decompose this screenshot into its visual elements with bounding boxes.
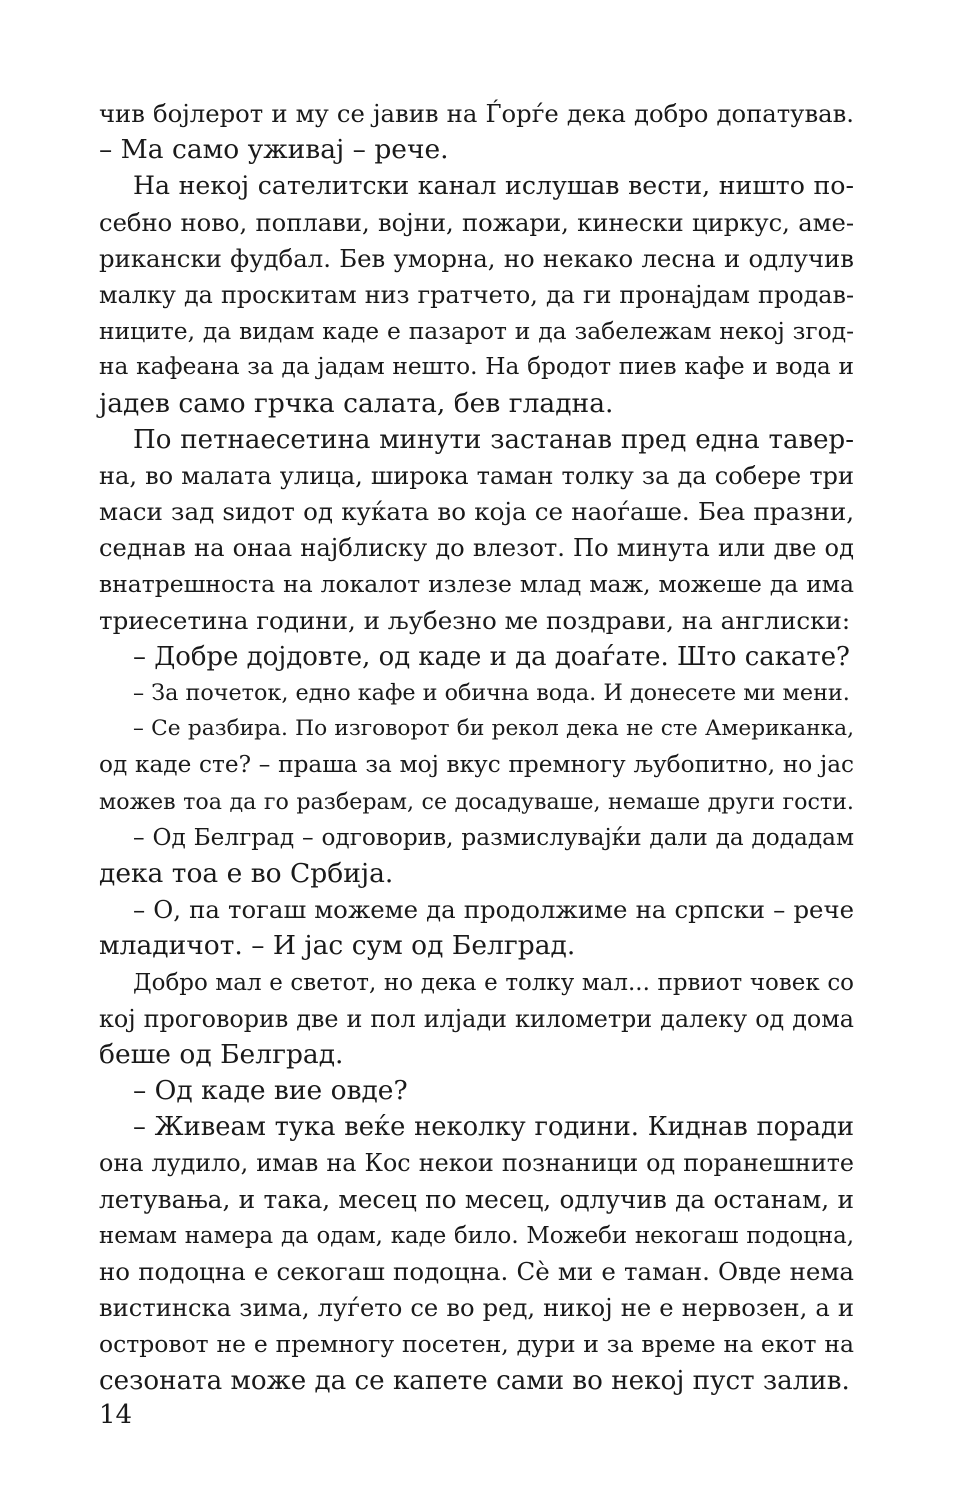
text-line-8: на кафеана за да јадам нешто. На бродот пиев кафе и вода и	[99, 353, 854, 381]
text-line-29: – Живеам тука веќе неколку години. Киднав поради	[133, 1112, 854, 1143]
text-line-5: рикански фудбал. Бев уморна, но некако лесна и одлучив	[99, 243, 854, 273]
text-line-11: на, во малата улица, широка таман толку за да собере три	[99, 461, 854, 490]
page-number: 14	[99, 1400, 133, 1430]
text-line-21: – Од Белград – одговорив, размислувајќи дали да додадам	[133, 823, 854, 851]
text-line-12: маси зад ѕидот од куќата во која се наоѓаше. Беа празни,	[99, 497, 854, 527]
text-line-30: она лудило, имав на Кос некои познаници од поранешните	[99, 1149, 854, 1178]
text-line-17: – За почеток, едно кафе и обична вода. И донесете ми мени.	[133, 680, 850, 706]
text-line-9: јадев само грчка салата, бев гладна.	[99, 387, 614, 419]
text-line-3: На некој сателитски канал ислушав вести, ништо по-	[133, 171, 854, 201]
text-line-14: внатрешноста на локалот излезе млад маж, можеше да има	[99, 570, 854, 599]
text-line-13: седнав на онаа најблиску до влезот. По минута или две од	[99, 534, 854, 563]
text-line-6: малку да проскитам низ гратчето, да ги пронајдам продав-	[99, 280, 854, 309]
text-line-18: – Се разбира. По изговорот би рекол дека не сте Американка,	[133, 716, 854, 742]
text-line-28: – Од каде вие овде?	[133, 1075, 408, 1107]
text-line-25: Добро мал е светот, но дека е толку мал... првиот човек со	[133, 969, 854, 996]
text-line-22: дека тоа е во Србија.	[99, 857, 394, 889]
text-line-34: вистинска зима, луѓето се во ред, никој не е нервозен, а и	[99, 1294, 854, 1323]
text-line-33: но подоцна е секогаш подоцна. Сè ми е таман. Овде нема	[99, 1257, 854, 1286]
text-line-10: По петнаесетина минути застанав пред една тавер-	[133, 424, 854, 455]
text-line-36: сезоната може да се капете сами во некој пуст залив.	[99, 1365, 850, 1396]
text-line-16: – Добре дојдовте, од каде и да доаѓате. Што сакате?	[133, 641, 850, 672]
text-line-4: себно ново, поплави, војни, пожари, кинески циркус, аме-	[99, 208, 854, 237]
body-text	[99, 96, 854, 1399]
text-line-31: летувања, и така, месец по месец, одлучив да останам, и	[99, 1184, 854, 1214]
text-line-27: беше од Белград.	[99, 1038, 344, 1070]
text-line-35: островот не е премногу посетен, дури и за време на екот на	[99, 1330, 854, 1359]
text-line-26: кој проговорив две и пол илјади километри далеку од дома	[99, 1004, 854, 1033]
text-line-32: немам намера да одам, каде било. Можеби некогаш подоцна,	[99, 1222, 854, 1249]
text-line-20: можев тоа да го разберам, се досадуваше, немаше други гости.	[99, 788, 854, 815]
text-line-7: ниците, да видам каде е пазарот и да забележам некој згод-	[99, 317, 854, 346]
text-line-23: – О, па тогаш можеме да продолжиме на српски – рече	[133, 895, 854, 925]
text-line-19: од каде сте? – праша за мој вкус премногу љубопитно, но јас	[99, 751, 854, 779]
text-line-2: – Ма само уживај – рече.	[99, 134, 449, 166]
text-line-24: младичот. – И јас сум од Белград.	[99, 930, 576, 962]
text-line-1: чив бојлерот и му се јавив на Ѓорѓе дека добро допатував.	[99, 99, 854, 128]
text-line-15: триесетина години, и љубезно ме поздрави, на англиски:	[99, 605, 851, 635]
